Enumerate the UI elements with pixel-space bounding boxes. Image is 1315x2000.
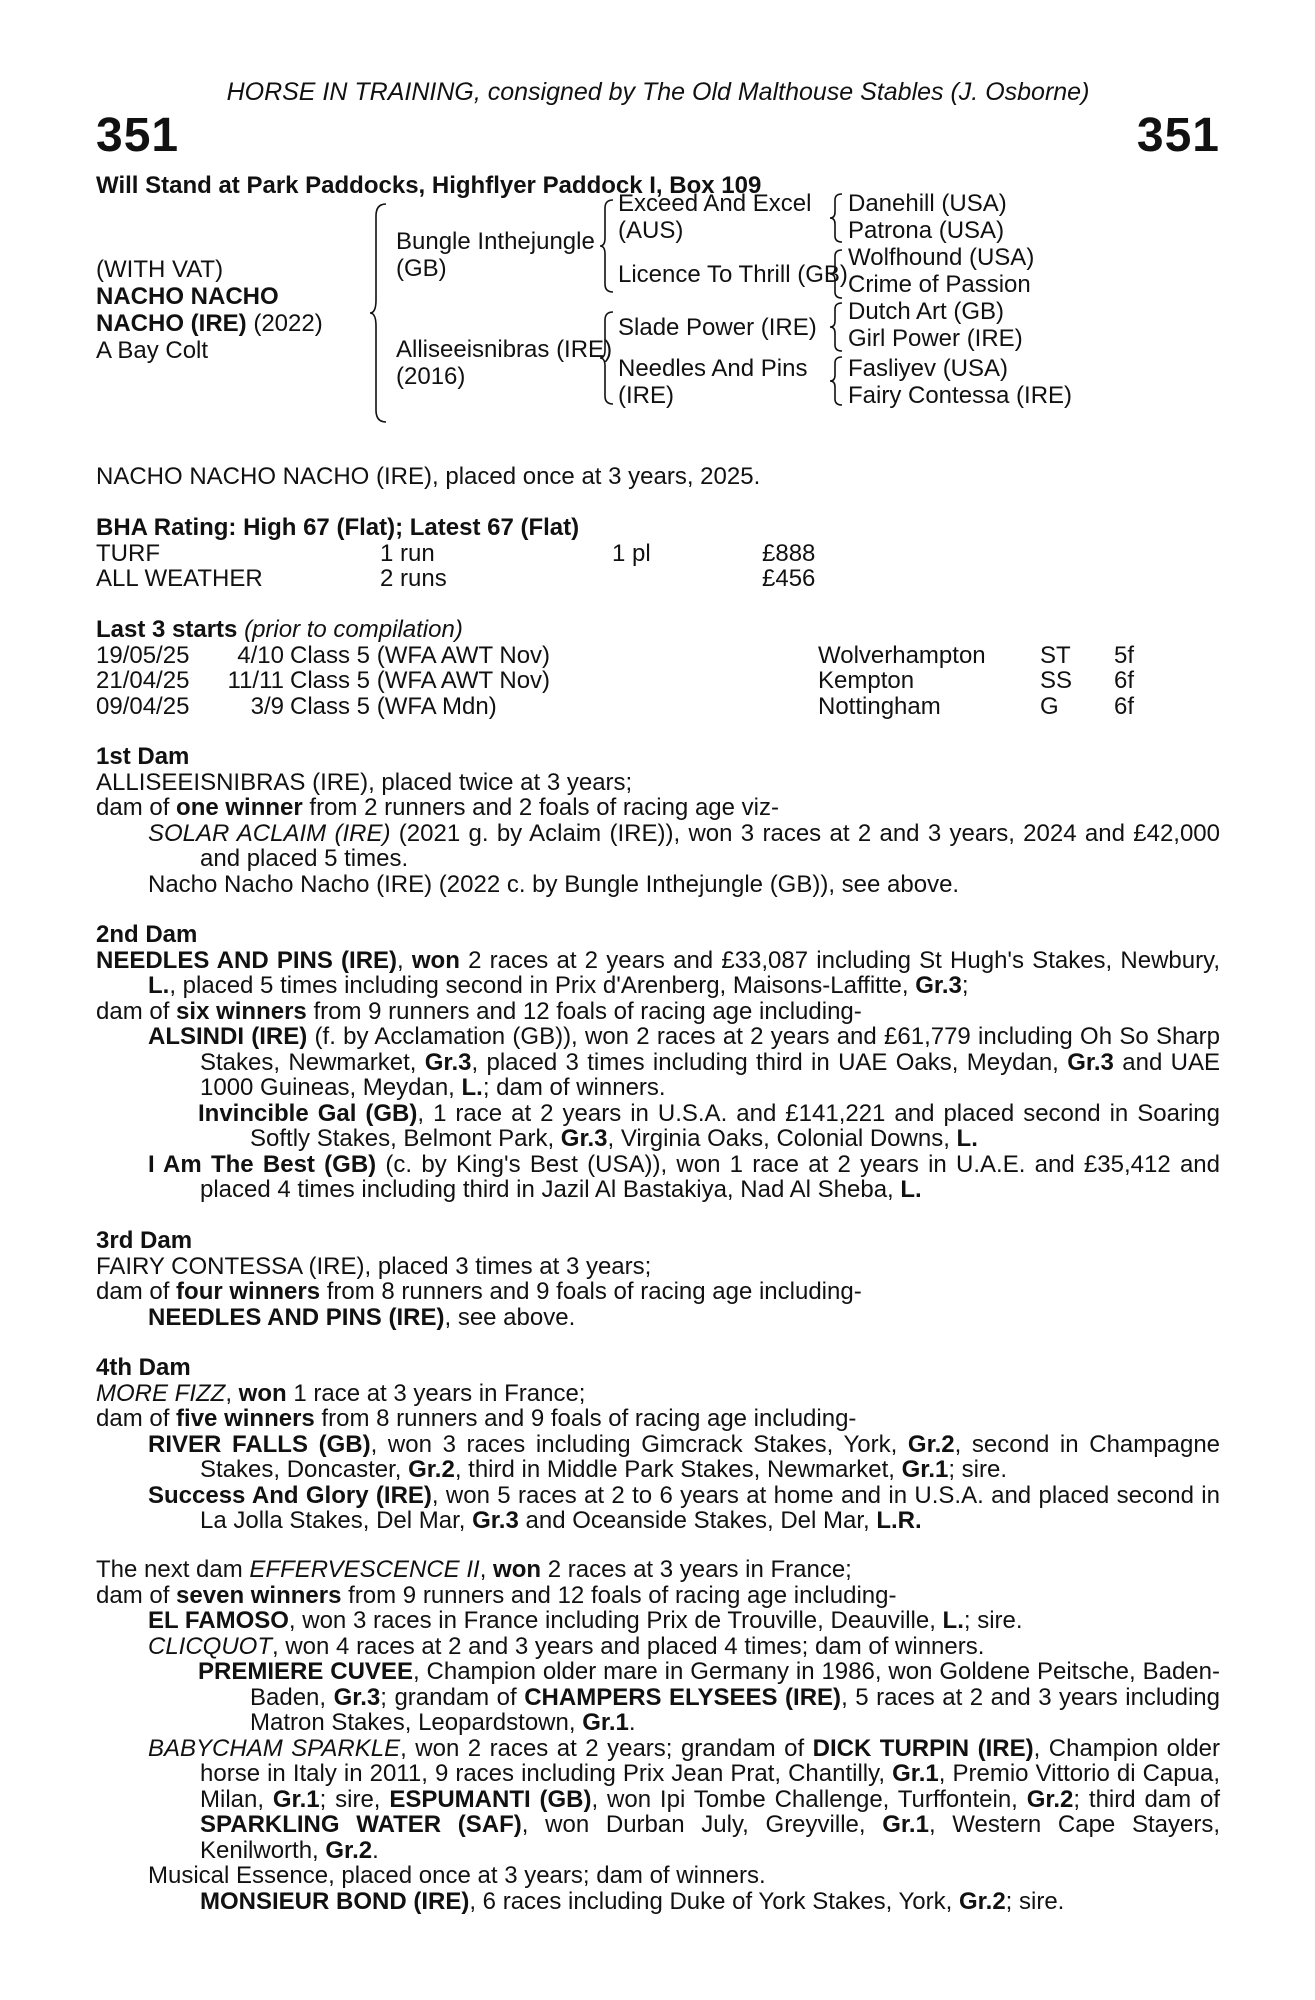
summary-section [96, 464, 1220, 490]
first-dam-heading: 1st Dam [96, 743, 190, 770]
last-starts-title: Last 3 starts (prior to compilation) [96, 616, 463, 643]
third-dam-heading: 3rd Dam [96, 1227, 193, 1254]
sire-name-line1: Bungle Inthejungle [396, 228, 595, 255]
horse-name-line2: NACHO (IRE) (2022) [96, 310, 323, 337]
third-dam-line2: dam of four winners from 8 runners and 9 foals of racing age including- [96, 1278, 862, 1305]
stand-location: Will Stand at Park Paddocks, Highflyer Paddock I, Box 109 [96, 172, 762, 199]
third-dam-line1: FAIRY CONTESSA (IRE), placed 3 times at 3 years; [96, 1252, 652, 1280]
brace-ds [830, 301, 844, 353]
rating-section [96, 515, 1220, 592]
rating-row-aw: ALL WEATHER 2 runs £456 [96, 565, 816, 592]
consignor-header: HORSE IN TRAINING, consigned by The Old Malthouse Stables (J. Osborne) [226, 78, 1090, 106]
start-row-3: 09/04/25 3/9 Class 5 (WFA Mdn) Nottingham G 6f [96, 692, 1135, 720]
next-dam-produce-3: BABYCHAM SPARKLE, won 2 races at 2 years; grandam of DICK TURPIN (IRE), Champion older horse in Italy in 2011, 9 races including Prix Jean Prat, Chantilly, Gr.1, Premio Vittorio di Capua, Milan, Gr.1; sire, ESPUMANTI (GB), won Ipi Tombe Challenge, Turffontein, Gr.2; third dam of SPARKLING WATER (SAF), won Durban July, Greyville, Gr.1, Western Cape Stayers, Kenilworth, Gr.2. [148, 1734, 1221, 1864]
summary-text: NACHO NACHO NACHO (IRE), placed once at 3 years, 2025. [96, 463, 761, 490]
fourth-dam-produce-2: Success And Glory (IRE), won 5 races at 2 to 6 years at home and in U.S.A. and placed second in La Jolla Stakes, Del Mar, Gr.3 and Oceanside Stakes, Del Mar, L.R. [148, 1481, 1220, 1534]
brace-sire [600, 198, 616, 294]
dam-dam-line2: (IRE) [618, 382, 674, 409]
sire-name-line2: (GB) [396, 255, 447, 282]
rating-row-turf: TURF 1 run 1 pl £888 [96, 539, 816, 567]
sire-sire-line2: (AUS) [618, 217, 684, 244]
dam-name-line2: (2016) [396, 363, 466, 390]
second-dam-line1: NEEDLES AND PINS (IRE), won 2 races at 2 years and £33,087 including St Hugh's Stakes, Newbury, L., placed 5 times including second in Prix d'Arenberg, Maisons-Laffitte, Gr.3; [96, 946, 1220, 999]
ss-sire: Danehill (USA) [848, 190, 1007, 217]
fourth-dam-heading: 4th Dam [96, 1354, 191, 1381]
first-dam-produce-1: SOLAR ACLAIM (IRE) (2021 g. by Aclaim (IRE)), won 3 races at 2 and 3 years, 2024 and £42,000 and placed 5 times. [148, 819, 1221, 872]
second-dam-produce-1: ALSINDI (IRE) (f. by Acclamation (GB)), won 2 races at 2 years and £61,779 including Oh So Sharp Stakes, Newmarket, Gr.3, placed 3 times including third in UAE Oaks, Meydan, Gr.3 and UAE 1000 Guineas, Meydan, L.; dam of winners. [148, 1023, 1220, 1101]
next-dam-produce-1: EL FAMOSO, won 3 races in France including Prix de Trouville, Deauville, L.; sire. [148, 1607, 1023, 1634]
second-dam-grandproduce-1: Invincible Gal (GB), 1 race at 2 years in U.S.A. and £141,221 and placed second in Soaring Softly Stakes, Belmont Park, Gr.3, Virginia Oaks, Colonial Downs, L. [198, 1099, 1221, 1152]
dam-sire: Slade Power (IRE) [618, 314, 817, 341]
next-dam-produce-2: CLICQUOT, won 4 races at 2 and 3 years and placed 4 times; dam of winners. [148, 1632, 985, 1660]
next-dam-line1: The next dam EFFERVESCENCE II, won 2 races at 3 years in France; [96, 1556, 852, 1583]
third-dam-section [96, 1228, 1220, 1330]
sd-dam: Crime of Passion [848, 271, 1031, 298]
pedigree-chart [96, 190, 1220, 426]
lot-number-left: 351 [96, 109, 180, 162]
second-dam-heading: 2nd Dam [96, 921, 198, 948]
first-dam-line2: dam of one winner from 2 runners and 2 foals of racing age viz- [96, 794, 779, 821]
next-dam-grandproduce-1: PREMIERE CUVEE, Champion older mare in Germany in 1986, won Goldene Peitsche, Baden-Baden, Gr.3; grandam of CHAMPERS ELYSEES (IRE), 5 races at 2 and 3 years including Matron Stakes, Leopardstown, Gr.1. [198, 1658, 1220, 1736]
vat-label: (WITH VAT) [96, 256, 224, 283]
fourth-dam-line1: MORE FIZZ, won 1 race at 3 years in France; [96, 1379, 586, 1407]
brace-dam [600, 310, 616, 406]
sire-dam: Licence To Thrill (GB) [618, 261, 848, 288]
second-dam-produce-2: I Am The Best (GB) (c. by King's Best (USA)), won 1 race at 2 years in U.A.E. and £35,412 and placed 4 times including third in Jazil Al Bastakiya, Nad Al Sheba, L. [148, 1150, 1220, 1203]
brace-ss [830, 192, 844, 244]
dam-name-line1: Alliseeisnibras (IRE) [396, 336, 613, 363]
start-row-2: 21/04/25 11/11 Class 5 (WFA AWT Nov) Kempton SS 6f [96, 667, 1135, 694]
next-dam-produce-4: Musical Essence, placed once at 3 years; dam of winners. [148, 1862, 766, 1889]
lot-number-right: 351 [1136, 109, 1220, 162]
last-starts-section [96, 617, 1220, 719]
sd-sire: Wolfhound (USA) [848, 244, 1035, 271]
second-dam-line2: dam of six winners from 9 runners and 12 foals of racing age including- [96, 997, 862, 1025]
fourth-dam-produce-1: RIVER FALLS (GB), won 3 races including Gimcrack Stakes, York, Gr.2, second in Champagne Stakes, Doncaster, Gr.2, third in Middle Park Stakes, Newmarket, Gr.1; sire. [148, 1430, 1221, 1483]
start-row-1: 19/05/25 4/10 Class 5 (WFA AWT Nov) Wolverhampton ST 5f [96, 641, 1135, 669]
second-dam-section [96, 922, 1220, 1203]
rating-title: BHA Rating: High 67 (Flat); Latest 67 (Flat) [96, 514, 580, 541]
dam-dam-line1: Needles And Pins [618, 355, 808, 382]
first-dam-section [96, 744, 1220, 897]
fourth-dam-section [96, 1355, 1220, 1534]
dd-sire: Fasliyev (USA) [848, 355, 1009, 382]
ds-sire: Dutch Art (GB) [848, 298, 1005, 325]
next-dam-line2: dam of seven winners from 9 runners and 12 foals of racing age including- [96, 1581, 897, 1609]
brace-main [370, 202, 390, 424]
horse-description: A Bay Colt [96, 337, 209, 364]
horse-name-line1: NACHO NACHO [96, 283, 279, 310]
ds-dam: Girl Power (IRE) [848, 325, 1023, 352]
first-dam-produce-2: Nacho Nacho Nacho (IRE) (2022 c. by Bungle Inthejungle (GB)), see above. [148, 870, 960, 898]
third-dam-produce-1: NEEDLES AND PINS (IRE), see above. [148, 1303, 576, 1331]
brace-dd [830, 355, 844, 407]
sire-sire-line1: Exceed And Excel [618, 190, 812, 217]
next-dam-grandproduce-2: MONSIEUR BOND (IRE), 6 races including Duke of York Stakes, York, Gr.2; sire. [200, 1887, 1065, 1915]
fourth-dam-line2: dam of five winners from 8 runners and 9 foals of racing age including- [96, 1405, 857, 1432]
brace-sd [830, 248, 844, 300]
dd-dam: Fairy Contessa (IRE) [848, 382, 1073, 409]
first-dam-line1: ALLISEEISNIBRAS (IRE), placed twice at 3 years; [96, 768, 633, 796]
next-dam-section [96, 1557, 1220, 1914]
ss-dam: Patrona (USA) [848, 217, 1005, 244]
